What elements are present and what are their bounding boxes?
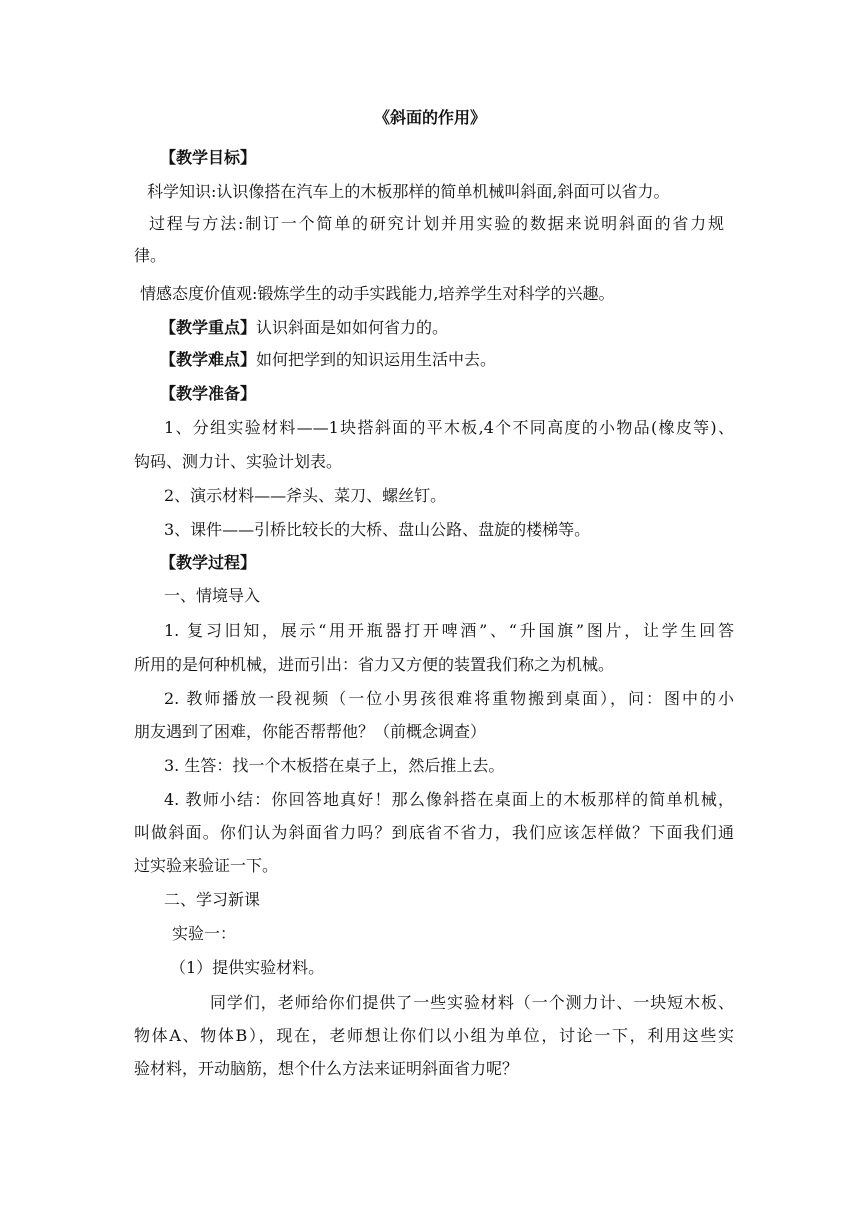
section-new-lesson: 二、学习新课 — [164, 890, 261, 909]
objective-attitude: 情感态度价值观:锻炼学生的动手实践能力,培养学生对科学的兴趣。 — [140, 284, 615, 303]
experiment1-text-line2: 物体A、物体B），现在，老师想让你们以小组为单位，讨论一下，利用这些实 — [134, 1026, 734, 1045]
key-point-text: 认识斜面是如如何省力的。 — [256, 318, 449, 337]
intro-step2-line2: 朋友遇到了困难，你能否帮帮他？（前概念调查） — [134, 722, 487, 741]
preparation-item2: 2、演示材料——斧头、菜刀、螺丝钉。 — [164, 486, 447, 505]
objectives-heading: 【教学目标】 — [160, 148, 257, 167]
experiment1-step1: （1）提供实验材料。 — [170, 958, 325, 977]
process-heading: 【教学过程】 — [160, 553, 257, 572]
experiment1-label: 实验一： — [172, 924, 237, 943]
section-intro: 一、情境导入 — [164, 586, 261, 605]
objective-process-line1: 过程与方法:制订一个简单的研究计划并用实验的数据来说明斜面的省力规 — [149, 214, 724, 233]
intro-step4-line2: 叫做斜面。你们认为斜面省力吗？到底省不省力，我们应该怎样做？下面我们通 — [134, 823, 734, 842]
key-point — [160, 318, 448, 338]
difficulty-text: 如何把学到的知识运用生活中去。 — [256, 350, 497, 369]
intro-step1-line1: 1. 复习旧知，展示“用开瓶器打开啤酒”、“升国旗”图片，让学生回答 — [164, 621, 734, 640]
objective-process-line2: 律。 — [134, 246, 167, 265]
experiment1-text-line1: 同学们，老师给你们提供了一些实验材料（一个测力计、一块短木板、 — [210, 993, 734, 1012]
preparation-heading: 【教学准备】 — [160, 384, 257, 403]
intro-step4-line3: 过实验来验证一下。 — [134, 856, 279, 875]
intro-step1-line2: 所用的是何种机械，进而引出：省力又方便的装置我们称之为机械。 — [134, 655, 615, 674]
document-title: 《斜面的作用》 — [373, 108, 486, 127]
preparation-item1-line1: 1、分组实验材料——1块搭斜面的平木板,4个不同高度的小物品(橡皮等)、 — [164, 418, 734, 437]
intro-step4-line1: 4. 教师小结：你回答地真好！那么像斜搭在桌面上的木板那样的简单机械， — [164, 790, 734, 809]
preparation-item1-line2: 钩码、测力计、实验计划表。 — [134, 452, 343, 471]
intro-step2-line1: 2. 教师播放一段视频（一位小男孩很难将重物搬到桌面），问：图中的小 — [164, 689, 734, 708]
preparation-item3: 3、课件——引桥比较长的大桥、盘山公路、盘旋的楼梯等。 — [164, 520, 591, 539]
intro-step3: 3. 生答：找一个木板搭在桌子上，然后推上去。 — [164, 756, 505, 775]
experiment1-text-line3: 验材料，开动脑筋，想个什么方法来证明斜面省力呢？ — [134, 1059, 519, 1078]
key-point-heading: 【教学重点】 — [160, 318, 257, 337]
difficulty-heading: 【教学难点】 — [160, 350, 257, 369]
objective-knowledge: 科学知识:认识像搭在汽车上的木板那样的简单机械叫斜面,斜面可以省力。 — [147, 182, 670, 201]
difficulty — [160, 350, 496, 370]
